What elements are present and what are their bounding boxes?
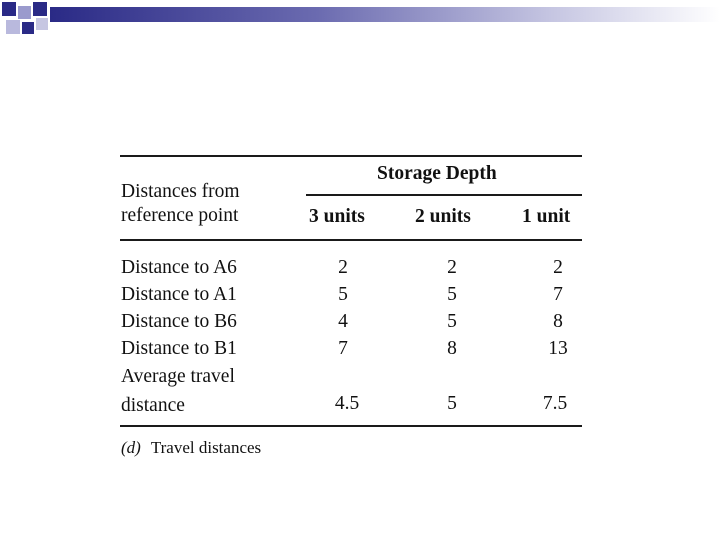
cell-a6-3-units: 2 bbox=[338, 257, 348, 278]
decor-square bbox=[18, 6, 31, 19]
row-header-line-1: Distances from bbox=[121, 181, 240, 202]
caption-text: Travel distances bbox=[150, 438, 262, 457]
group-header: Storage Depth bbox=[377, 163, 497, 184]
group-header-rule bbox=[306, 194, 582, 196]
cell-a1-3-units: 5 bbox=[338, 284, 348, 305]
row-label-b6: Distance to B6 bbox=[121, 311, 237, 332]
column-header-1-unit: 1 unit bbox=[522, 206, 571, 227]
row-label-b1: Distance to B1 bbox=[121, 338, 237, 359]
cell-average-3-units: 4.5 bbox=[334, 393, 360, 414]
table-top-rule bbox=[120, 155, 582, 157]
decor-square bbox=[6, 20, 20, 34]
row-label-average-line-1: Average travel bbox=[121, 366, 235, 387]
decor-square bbox=[33, 2, 47, 16]
header-gradient-bar bbox=[50, 7, 720, 22]
cell-b1-2-units: 8 bbox=[447, 338, 457, 359]
cell-b6-1-unit: 8 bbox=[553, 311, 563, 332]
decor-square bbox=[36, 18, 48, 30]
cell-average-2-units: 5 bbox=[447, 393, 457, 414]
column-header-2-units: 2 units bbox=[415, 206, 471, 227]
cell-b6-2-units: 5 bbox=[447, 311, 457, 332]
cell-a1-2-units: 5 bbox=[447, 284, 457, 305]
table-bottom-rule bbox=[120, 425, 582, 427]
table-caption bbox=[121, 438, 261, 458]
cell-a6-2-units: 2 bbox=[447, 257, 457, 278]
row-label-a6: Distance to A6 bbox=[121, 257, 237, 278]
cell-a6-1-unit: 2 bbox=[553, 257, 563, 278]
row-label-average-line-2: distance bbox=[121, 395, 185, 416]
column-header-3-units: 3 units bbox=[309, 206, 365, 227]
caption-tag: (d) bbox=[121, 438, 141, 457]
row-label-a1: Distance to A1 bbox=[121, 284, 237, 305]
cell-b6-3-units: 4 bbox=[338, 311, 348, 332]
decor-square bbox=[22, 22, 34, 34]
cell-a1-1-unit: 7 bbox=[553, 284, 563, 305]
cell-average-1-unit: 7.5 bbox=[542, 393, 568, 414]
row-header-line-2: reference point bbox=[121, 205, 239, 226]
cell-b1-3-units: 7 bbox=[338, 338, 348, 359]
decor-square bbox=[2, 2, 16, 16]
header-bottom-rule bbox=[120, 239, 582, 241]
cell-b1-1-unit: 13 bbox=[548, 338, 568, 359]
